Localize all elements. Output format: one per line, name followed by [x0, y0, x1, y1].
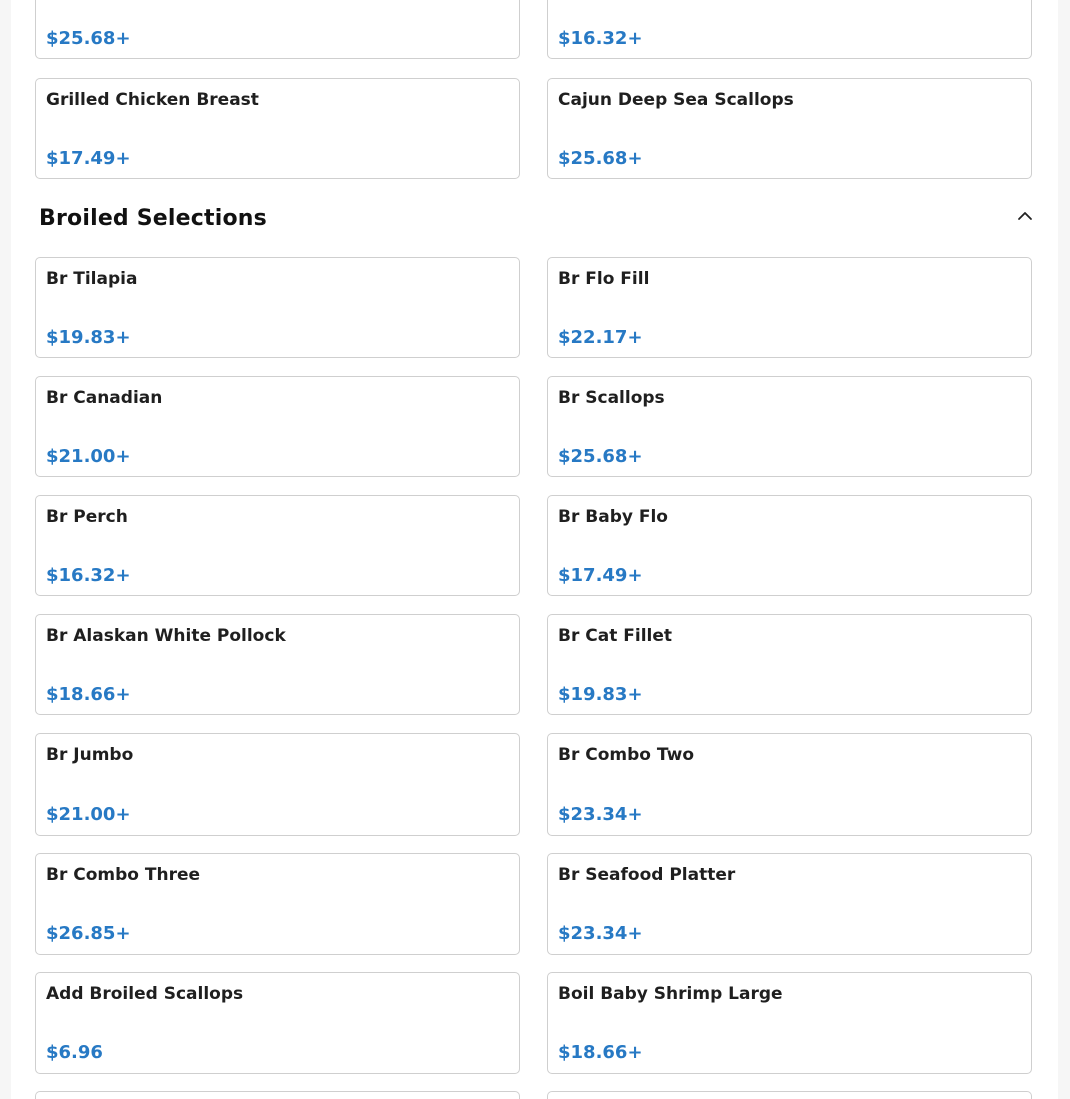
menu-item-card[interactable]: [547, 376, 1032, 477]
menu-item-price: $16.32+: [558, 28, 643, 49]
menu-item-card[interactable]: [35, 495, 520, 596]
menu-item-card[interactable]: [35, 614, 520, 715]
menu-item-name: Br Combo Two: [558, 745, 695, 765]
menu-item-price: $19.83+: [46, 327, 131, 348]
menu-item-name: Br Tilapia: [46, 269, 138, 289]
menu-item-name: Grilled Chicken Breast: [46, 90, 259, 110]
menu-item-price: $17.49+: [558, 565, 643, 586]
menu-item-card[interactable]: [547, 1091, 1032, 1099]
menu-item-card[interactable]: [547, 733, 1032, 836]
menu-item-price: $26.85+: [46, 923, 131, 944]
menu-item-card[interactable]: [547, 853, 1032, 955]
menu-item-price: $18.66+: [46, 684, 131, 705]
menu-item-name: Br Seafood Platter: [558, 865, 736, 885]
menu-item-card[interactable]: [35, 972, 520, 1074]
menu-item-price: $23.34+: [558, 923, 643, 944]
menu-item-name: Br Jumbo: [46, 745, 134, 765]
menu-item-card[interactable]: [35, 0, 520, 59]
menu-item-name: Cajun Deep Sea Scallops: [558, 90, 794, 110]
menu-item-price: $25.68+: [558, 446, 643, 467]
menu-item-price: $25.68+: [558, 148, 643, 169]
menu-item-card[interactable]: [547, 257, 1032, 358]
menu-item-card[interactable]: [547, 614, 1032, 715]
menu-item-card[interactable]: [547, 78, 1032, 179]
menu-item-name: Boil Baby Shrimp Large: [558, 984, 783, 1004]
menu-item-price: $21.00+: [46, 804, 131, 825]
menu-item-price: $22.17+: [558, 327, 643, 348]
menu-item-price: $18.66+: [558, 1042, 643, 1063]
chevron-up-icon: [1014, 205, 1036, 227]
menu-item-card[interactable]: [35, 853, 520, 955]
menu-item-name: Br Scallops: [558, 388, 665, 408]
menu-item-name: Br Alaskan White Pollock: [46, 626, 286, 646]
section-collapse-button[interactable]: [1014, 205, 1036, 227]
menu-item-card[interactable]: [35, 78, 520, 179]
menu-page: [11, 0, 1058, 1099]
menu-item-name: Br Flo Fill: [558, 269, 650, 289]
menu-item-card[interactable]: [547, 972, 1032, 1074]
menu-item-price: $19.83+: [558, 684, 643, 705]
menu-item-name: Br Canadian: [46, 388, 163, 408]
menu-item-card[interactable]: [35, 376, 520, 477]
menu-item-price: $17.49+: [46, 148, 131, 169]
menu-item-price: $25.68+: [46, 28, 131, 49]
menu-item-price: $16.32+: [46, 565, 131, 586]
menu-item-name: Br Baby Flo: [558, 507, 668, 527]
menu-item-price: $6.96: [46, 1042, 103, 1063]
menu-item-name: Br Cat Fillet: [558, 626, 673, 646]
menu-item-name: Br Combo Three: [46, 865, 201, 885]
menu-item-name: Add Broiled Scallops: [46, 984, 244, 1004]
menu-item-card[interactable]: [547, 0, 1032, 59]
section-title: Broiled Selections: [39, 206, 267, 231]
menu-item-name: Br Perch: [46, 507, 128, 527]
menu-item-card[interactable]: [35, 257, 520, 358]
menu-item-card[interactable]: [547, 495, 1032, 596]
menu-item-price: $21.00+: [46, 446, 131, 467]
menu-item-card[interactable]: [35, 1091, 520, 1099]
menu-item-price: $23.34+: [558, 804, 643, 825]
menu-item-card[interactable]: [35, 733, 520, 836]
